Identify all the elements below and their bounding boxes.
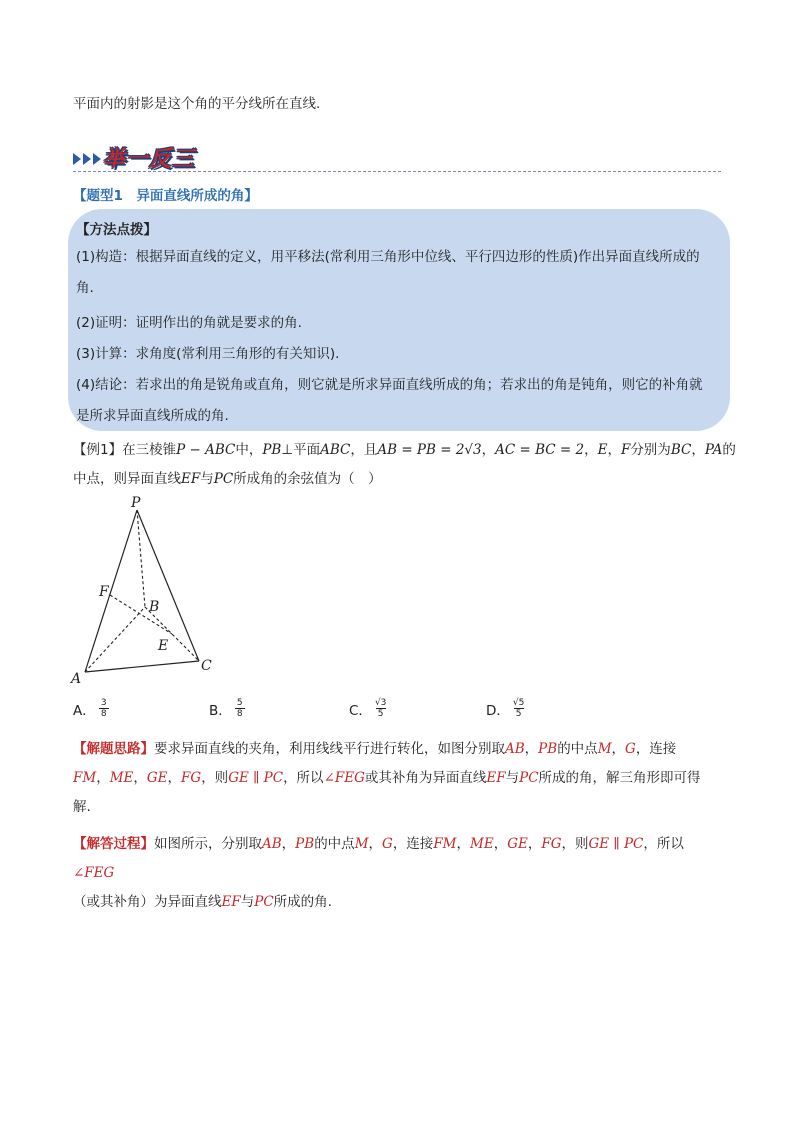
- method-item: (4)结论：若求出的角是锐角或直角，则它就是所求异面直线所成的角；若求出的角是钝角，则它的补角就: [76, 377, 703, 393]
- banner-divider: [73, 171, 721, 172]
- label-P: P: [131, 495, 141, 511]
- answer-choices: [73, 698, 673, 724]
- edge-AC: [85, 661, 199, 672]
- example-line-1: 【例1】在三棱锥P − ABC中，PB⊥平面ABC，且AB = PB = 2√3，AC = BC = 2，E，F分别为BC，PA的: [73, 442, 736, 458]
- segment-EF: [110, 595, 172, 634]
- method-item: 角.: [76, 280, 94, 296]
- tetrahedron-diagram: [65, 495, 225, 690]
- edge-AB: [85, 607, 145, 672]
- type-heading: 【题型1 异面直线所成的角】: [73, 188, 258, 204]
- method-title: 【方法点拨】: [76, 222, 157, 238]
- intro-text: 平面内的射影是这个角的平分线所在直线.: [73, 96, 321, 112]
- solution-section: 【解答过程】如图所示，分别取AB，PB的中点M，G，连接FM，ME，GE，FG，则GE ∥ PC，所以∠FEG （或其补角）为异面直线EF与PC所成的角.: [73, 836, 684, 910]
- triple-arrow-icon: [73, 151, 107, 167]
- edge-PA: [85, 510, 137, 672]
- label-B: B: [149, 599, 160, 615]
- edge-PB: [137, 510, 145, 607]
- solution-label: 【解答过程】: [73, 836, 154, 852]
- banner-title: 举一反三: [103, 147, 196, 172]
- method-item: 是所求异面直线所成的角.: [76, 408, 229, 424]
- analysis-label: 【解题思路】: [73, 741, 154, 757]
- example-label: 【例1】: [73, 442, 123, 458]
- method-item: (3)计算：求角度(常利用三角形的有关知识).: [76, 346, 340, 362]
- choice-a[interactable]: A． $\frac{3}{8}$: [73, 698, 109, 719]
- method-item: (1)构造：根据异面直线的定义，用平移法(常利用三角形中位线、平行四边形的性质)作出异面直线所成的: [76, 249, 700, 265]
- choice-c[interactable]: C． $\frac{√3}{5}$: [349, 698, 387, 719]
- section-banner: [73, 140, 723, 176]
- analysis-section: 【解题思路】要求异面直线的夹角，利用线线平行进行转化，如图分别取AB，PB的中点M，G，连接 FM，ME，GE，FG，则GE ∥ PC，所以∠FEG或其补角为异面直线EF与PC所成的角，解三角形即可得 解.: [73, 741, 701, 815]
- label-F: F: [99, 584, 109, 600]
- choice-d[interactable]: D． $\frac{√5}{5}$: [486, 698, 525, 719]
- method-item: (2)证明：证明作出的角就是要求的角.: [76, 315, 302, 331]
- method-box: [68, 209, 730, 431]
- label-A: A: [71, 671, 82, 687]
- choice-b[interactable]: B． $\frac{5}{8}$: [209, 698, 245, 719]
- label-E: E: [158, 638, 169, 654]
- tetrahedron-figure: [65, 495, 225, 690]
- label-C: C: [201, 658, 212, 674]
- example-line-2: 中点，则异面直线EF与PC所成角的余弦值为（ ）: [73, 471, 382, 487]
- example-question: [73, 439, 736, 490]
